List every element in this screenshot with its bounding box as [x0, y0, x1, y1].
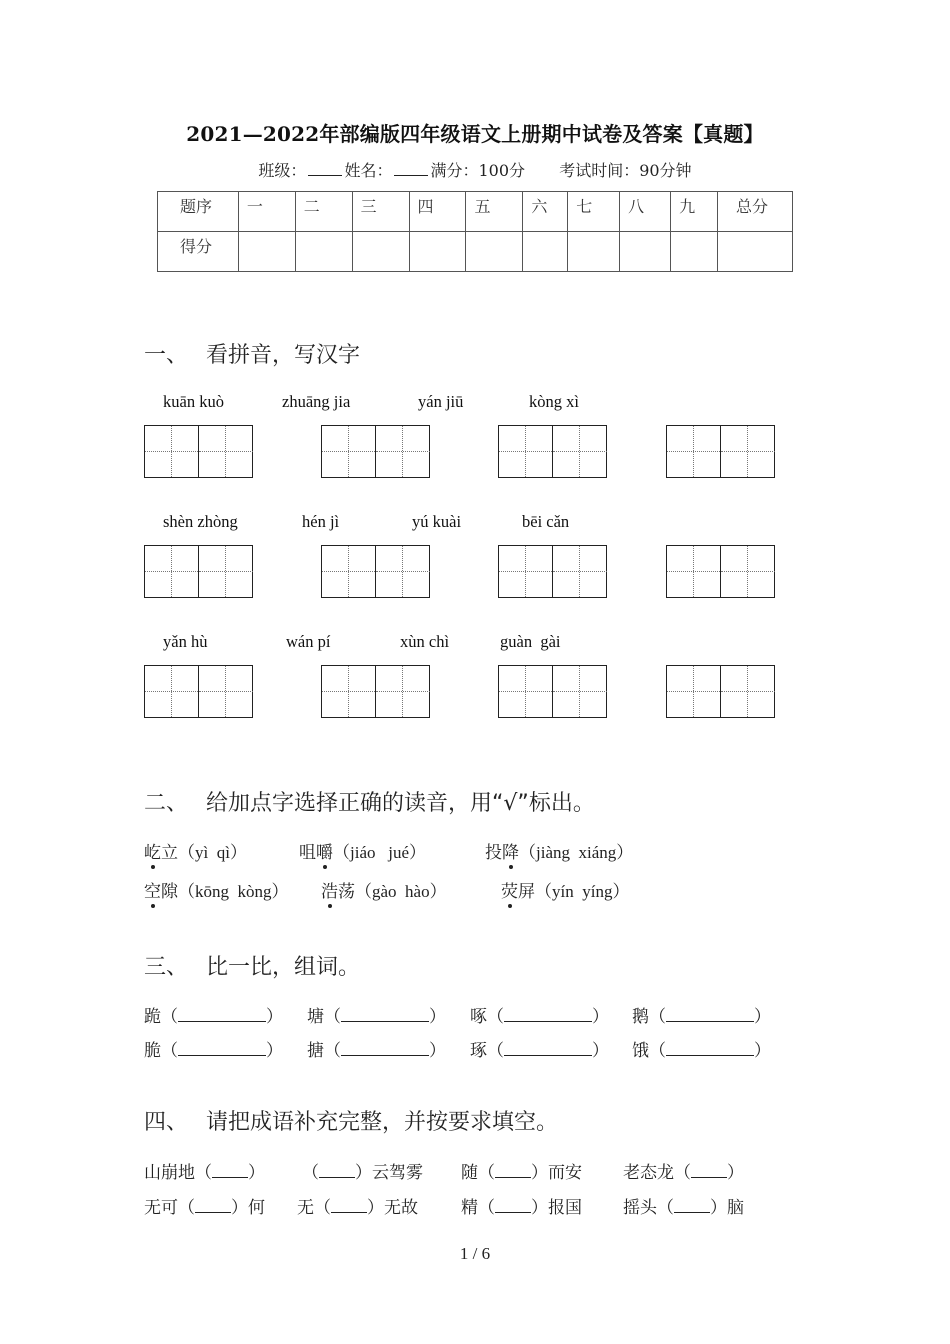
dotted-char: 降 [502, 838, 519, 863]
answer-blank[interactable] [178, 1007, 266, 1022]
compare-item: 塘（ ） [307, 1007, 446, 1027]
idiom-item: 山崩地（ ） [144, 1163, 265, 1183]
writing-grid[interactable] [321, 665, 430, 718]
dotted-char: 嚼 [316, 838, 333, 863]
score-header-cell: 四 [409, 192, 466, 232]
score-cell[interactable] [620, 232, 671, 272]
dotted-char: 空 [144, 877, 161, 902]
reading-item: 浩荡（gào hào） [321, 877, 447, 902]
section-title: 看拼音，写汉字 [206, 343, 361, 368]
idiom-item: 无可（ ）何 [144, 1198, 265, 1218]
answer-blank[interactable] [195, 1198, 231, 1213]
reading-options[interactable]: （gào hào） [355, 882, 447, 901]
dotted-char: 荧 [501, 877, 518, 902]
score-header-cell: 一 [238, 192, 295, 232]
idiom-item: 随（ ）而安 [461, 1163, 582, 1183]
compare-item: 跪（ ） [144, 1007, 283, 1027]
answer-blank[interactable] [212, 1163, 248, 1178]
answer-blank[interactable] [178, 1041, 266, 1056]
pinyin-label: kòng xì [529, 392, 579, 411]
section-number: 三、 [144, 955, 189, 980]
idiom-item: 无（ ）无故 [297, 1198, 418, 1218]
pinyin-label: hén jì [302, 512, 340, 531]
class-label: 班级： [258, 161, 307, 180]
section-1-heading [144, 338, 360, 369]
score-header-row [158, 192, 793, 232]
writing-grid[interactable] [498, 545, 607, 598]
pinyin-label: guàn gài [500, 632, 561, 651]
class-blank[interactable] [308, 161, 342, 176]
score-cell[interactable] [568, 232, 620, 272]
score-header-cell: 总分 [718, 192, 793, 232]
score-cell[interactable] [466, 232, 523, 272]
name-blank[interactable] [394, 161, 428, 176]
page-number: 1 / 6 [459, 1244, 491, 1263]
section-3-heading [144, 950, 360, 981]
writing-grid[interactable] [498, 665, 607, 718]
reading-options[interactable]: （jiáo jué） [333, 843, 427, 862]
answer-blank[interactable] [504, 1007, 592, 1022]
writing-grid[interactable] [666, 665, 775, 718]
section-number: 四、 [144, 1110, 189, 1135]
score-cell[interactable] [352, 232, 409, 272]
writing-grid[interactable] [666, 545, 775, 598]
writing-grid[interactable] [144, 665, 253, 718]
score-cell[interactable] [295, 232, 352, 272]
reading-item: 投降（jiàng xiáng） [485, 838, 633, 863]
score-header-cell: 八 [620, 192, 671, 232]
writing-grid[interactable] [321, 425, 430, 478]
writing-grid[interactable] [144, 425, 253, 478]
score-cell[interactable] [718, 232, 793, 272]
section-title: 比一比，组词。 [206, 955, 361, 980]
pinyin-label: zhuāng jia [282, 392, 351, 411]
score-table [157, 191, 793, 272]
compare-item: 搪（ ） [307, 1041, 446, 1061]
answer-blank[interactable] [495, 1163, 531, 1178]
pinyin-label: kuān kuò [163, 392, 224, 411]
answer-blank[interactable] [331, 1198, 367, 1213]
score-header-cell: 七 [568, 192, 620, 232]
compare-item: 琢（ ） [470, 1041, 609, 1061]
answer-blank[interactable] [691, 1163, 727, 1178]
writing-grid[interactable] [666, 425, 775, 478]
idiom-item: 精（ ）报国 [461, 1198, 582, 1218]
pinyin-label: yú kuài [412, 512, 462, 531]
dotted-char: 浩 [321, 877, 338, 902]
score-cell[interactable] [238, 232, 295, 272]
reading-item: 咀嚼（jiáo jué） [299, 838, 426, 863]
pinyin-label: shèn zhòng [163, 512, 238, 531]
writing-grid[interactable] [321, 545, 430, 598]
answer-blank[interactable] [666, 1041, 754, 1056]
writing-grid[interactable] [144, 545, 253, 598]
compare-item: 啄（ ） [470, 1007, 609, 1027]
answer-blank[interactable] [666, 1007, 754, 1022]
name-label: 姓名： [344, 161, 393, 180]
reading-item: 屹立（yì qì） [144, 838, 247, 863]
score-cell[interactable] [671, 232, 718, 272]
section-4-heading [144, 1105, 558, 1136]
writing-grid[interactable] [498, 425, 607, 478]
score-header-cell: 九 [671, 192, 718, 232]
compare-item: 饿（ ） [632, 1041, 771, 1061]
score-row [158, 232, 793, 272]
score-header-cell: 题序 [158, 192, 239, 232]
pinyin-label: bēi cǎn [522, 512, 570, 531]
reading-options[interactable]: （yín yíng） [535, 882, 630, 901]
full-score: 满分：100分 [430, 161, 525, 180]
score-row-label: 得分 [158, 232, 239, 272]
section-title: 给加点字选择正确的读音，用“√”标出。 [206, 791, 595, 816]
section-2-heading [144, 786, 595, 817]
pinyin-label: yǎn hù [163, 632, 208, 651]
page-title: 2021—2022年部编版四年级语文上册期中试卷及答案【真题】 [186, 122, 764, 146]
exam-time: 考试时间：90分钟 [559, 161, 692, 180]
score-cell[interactable] [409, 232, 466, 272]
score-header-cell: 三 [352, 192, 409, 232]
score-header-cell: 六 [523, 192, 568, 232]
answer-blank[interactable] [341, 1007, 429, 1022]
idiom-item: 摇头（ ）脑 [623, 1198, 744, 1218]
reading-item: 空隙（kōng kòng） [144, 877, 289, 902]
answer-blank[interactable] [504, 1041, 592, 1056]
dotted-char: 屹 [144, 838, 161, 863]
score-cell[interactable] [523, 232, 568, 272]
reading-options[interactable]: （kōng kòng） [178, 882, 289, 901]
section-title: 请把成语补充完整，并按要求填空。 [206, 1110, 559, 1135]
score-header-cell: 五 [466, 192, 523, 232]
reading-options[interactable]: （yì qì） [178, 843, 247, 862]
compare-item: 脆（ ） [144, 1041, 283, 1061]
answer-blank[interactable] [495, 1198, 531, 1213]
reading-item: 荧屏（yín yíng） [501, 877, 629, 902]
compare-item: 鹅（ ） [632, 1007, 771, 1027]
idiom-item: 老态龙（ ） [623, 1163, 744, 1183]
section-number: 一、 [144, 343, 189, 368]
reading-options[interactable]: （jiàng xiáng） [519, 843, 634, 862]
pinyin-label: yán jiū [418, 392, 464, 411]
section-number: 二、 [144, 791, 189, 816]
pinyin-label: xùn chì [400, 632, 450, 651]
answer-blank[interactable] [674, 1198, 710, 1213]
pinyin-label: wán pí [286, 632, 331, 651]
answer-blank[interactable] [319, 1163, 355, 1178]
exam-info [0, 158, 950, 181]
answer-blank[interactable] [341, 1041, 429, 1056]
score-header-cell: 二 [295, 192, 352, 232]
idiom-item: （ ）云驾雾 [302, 1163, 423, 1183]
